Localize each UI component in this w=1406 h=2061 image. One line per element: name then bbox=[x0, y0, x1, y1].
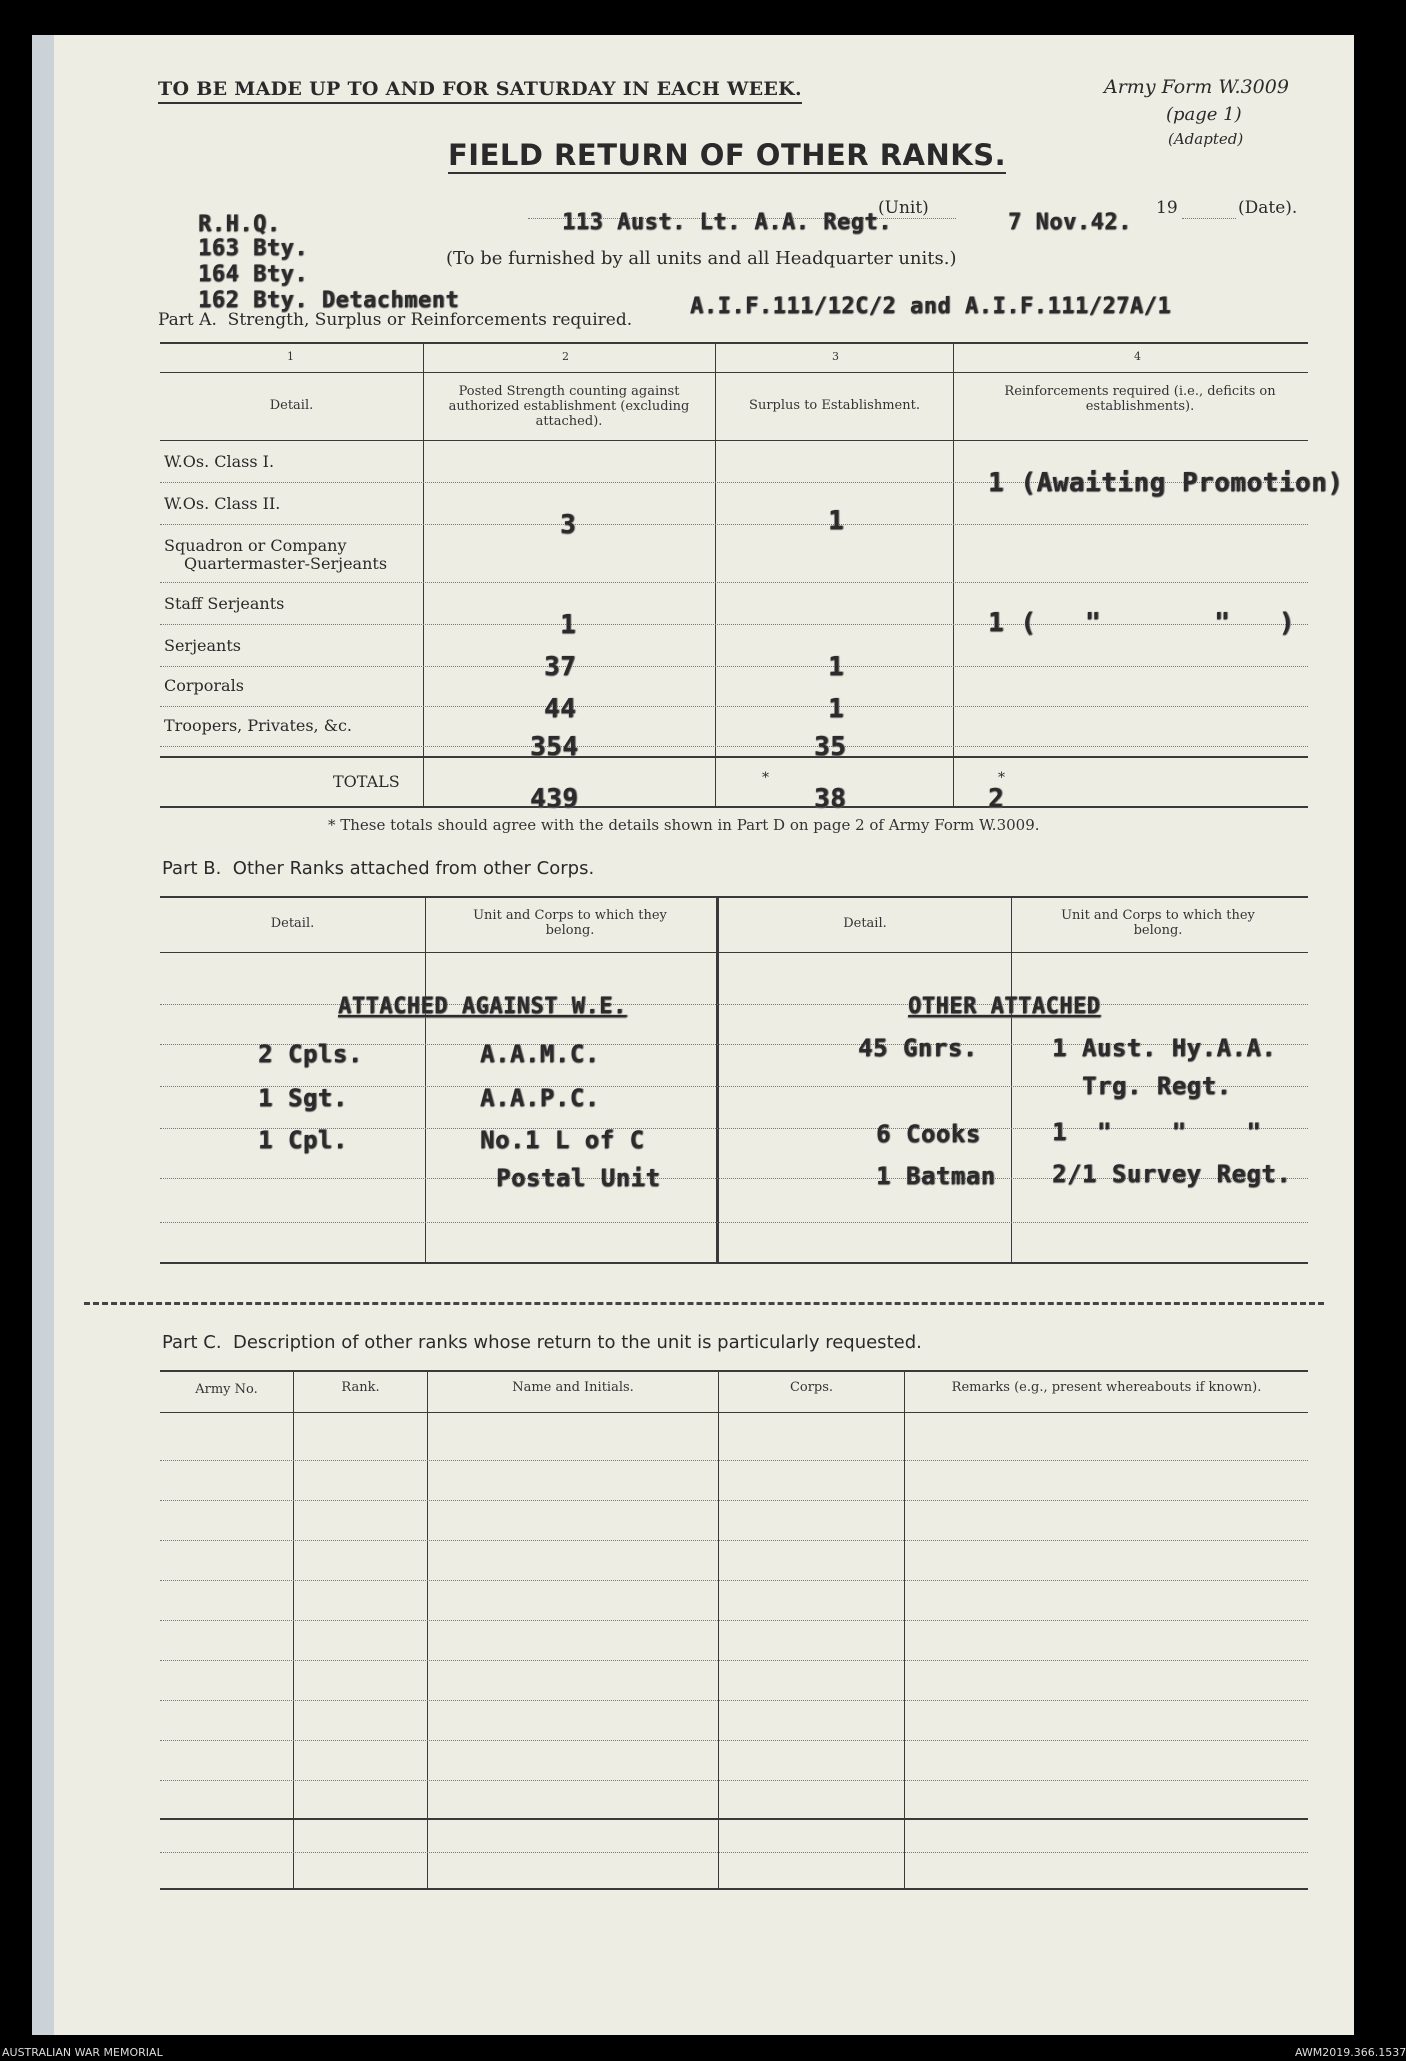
partA-row-line bbox=[160, 666, 1308, 667]
partC-header-remarks: Remarks (e.g., present whereabouts if known). bbox=[951, 1380, 1262, 1395]
row-label-sgts: Serjeants bbox=[164, 636, 241, 655]
partC-row-line bbox=[160, 1700, 1308, 1701]
posted-cpls: 37 bbox=[544, 652, 577, 682]
partA-bottom-rule bbox=[160, 806, 1308, 808]
date-typed: 7 Nov.42. bbox=[1008, 210, 1132, 235]
partC-header-rule bbox=[160, 1412, 1308, 1413]
partB-col-divider-1 bbox=[425, 896, 426, 1262]
partB-left-unit-1: A.A.M.C. bbox=[480, 1040, 600, 1068]
furnish-note: (To be furnished by all units and all Headquarter units.) bbox=[446, 248, 957, 269]
form-title: FIELD RETURN OF OTHER RANKS. bbox=[448, 138, 1007, 172]
partB-header-unit-right: Unit and Corps to which they belong. bbox=[1061, 908, 1255, 938]
partC-header-corps: Corps. bbox=[789, 1380, 834, 1395]
typed-unit-162: 162 Bty. Detachment bbox=[198, 288, 460, 313]
partB-col-divider-3 bbox=[1011, 896, 1012, 1262]
footer-credit: AUSTRALIAN WAR MEMORIAL bbox=[2, 2046, 163, 2059]
total-surplus: 38 bbox=[814, 784, 847, 814]
partC-label: Part C. bbox=[162, 1332, 222, 1353]
partB-right-unit-2: Trg. Regt. bbox=[1082, 1072, 1232, 1100]
partB-label: Part B. bbox=[162, 858, 222, 879]
partA-totals-rule bbox=[160, 756, 1308, 758]
perforation-line bbox=[84, 1302, 1324, 1305]
partB-right-detail-1: 45 Gnrs. bbox=[858, 1034, 978, 1062]
partC-header-army-no: Army No. bbox=[195, 1382, 258, 1397]
adapted-note: (Adapted) bbox=[1168, 130, 1244, 148]
partC-bottom-rule bbox=[160, 1888, 1308, 1890]
partB-right-heading: OTHER ATTACHED bbox=[908, 994, 1101, 1019]
row-label-staff-sgts: Staff Serjeants bbox=[164, 594, 285, 613]
surplus-cpls: 1 bbox=[828, 652, 845, 682]
posted-sgts: 1 bbox=[560, 610, 577, 640]
partB-left-unit-2: A.A.P.C. bbox=[480, 1084, 600, 1112]
total-reinf-asterisk: * bbox=[998, 770, 1005, 786]
partB-left-unit-4: Postal Unit bbox=[496, 1164, 661, 1192]
partC-row-line bbox=[160, 1660, 1308, 1661]
partB-right-unit-3: 1 " " " bbox=[1052, 1118, 1262, 1146]
partB-heading bbox=[162, 858, 594, 879]
col-num-4: 4 bbox=[1134, 350, 1141, 363]
partB-right-unit-4: 2/1 Survey Regt. bbox=[1052, 1160, 1292, 1188]
partB-right-unit-1: 1 Aust. Hy.A.A. bbox=[1052, 1034, 1277, 1062]
partA-title: Strength, Surplus or Reinforcements required. bbox=[227, 310, 633, 330]
partB-row-line bbox=[160, 1222, 1308, 1223]
unit-typed: 113 Aust. Lt. A.A. Regt. bbox=[562, 210, 892, 235]
row-label-wo2: W.Os. Class II. bbox=[164, 494, 281, 513]
partB-row-line bbox=[160, 1004, 1308, 1005]
partB-right-detail-4: 1 Batman bbox=[876, 1162, 996, 1190]
col-num-1: 1 bbox=[287, 350, 294, 363]
partA-header-rule bbox=[160, 440, 1308, 441]
partC-header-name: Name and Initials. bbox=[512, 1380, 634, 1395]
date-label: (Date). bbox=[1238, 198, 1298, 218]
partB-right-detail-3: 6 Cooks bbox=[876, 1120, 981, 1148]
unit-label: (Unit) bbox=[878, 198, 929, 218]
row-label-cqms-2: Quartermaster-Serjeants bbox=[184, 554, 388, 573]
partB-left-detail-3: 1 Cpl. bbox=[258, 1126, 348, 1154]
partB-top-rule bbox=[160, 896, 1308, 898]
reinf-sgts: 1 ( " " ) bbox=[988, 608, 1295, 638]
partB-left-detail-1: 2 Cpls. bbox=[258, 1040, 363, 1068]
partC-row-line bbox=[160, 1460, 1308, 1461]
partA-footnote: * These totals should agree with the details shown in Part D on page 2 of Army Form W.3009. bbox=[328, 816, 1040, 834]
partB-header-detail-right: Detail. bbox=[843, 916, 887, 931]
partB-header-detail-left: Detail. bbox=[270, 916, 315, 931]
page-reference: (page 1) bbox=[1166, 104, 1242, 125]
col-num-2: 2 bbox=[562, 350, 569, 363]
posted-cqms: 3 bbox=[560, 510, 577, 540]
partC-col-divider-2 bbox=[427, 1370, 428, 1888]
partA-col-divider-1 bbox=[423, 342, 424, 806]
posted-privates: 44 bbox=[544, 694, 577, 724]
reference-typed: A.I.F.111/12C/2 and A.I.F.111/27A/1 bbox=[690, 294, 1172, 319]
total-posted: 439 bbox=[530, 784, 579, 814]
partA-label: Part A. bbox=[158, 310, 217, 330]
partB-bottom-rule bbox=[160, 1262, 1308, 1264]
footer-accession: AWM2019.366.1537 bbox=[1295, 2046, 1406, 2059]
partA-col-divider-3 bbox=[953, 342, 954, 806]
total-surplus-asterisk: * bbox=[762, 770, 769, 786]
partA-row-line bbox=[160, 706, 1308, 707]
partA-header-detail: Detail. bbox=[269, 398, 314, 413]
partC-col-divider-1 bbox=[293, 1370, 294, 1888]
surplus-cqms: 1 bbox=[828, 506, 845, 536]
posted-extra: 354 bbox=[530, 732, 579, 762]
partC-col-divider-4 bbox=[904, 1370, 905, 1888]
partA-heading bbox=[158, 310, 632, 330]
row-label-cqms: Squadron or Company bbox=[164, 536, 347, 555]
year-label: 19 bbox=[1156, 198, 1178, 218]
row-label-wo1: W.Os. Class I. bbox=[164, 452, 275, 471]
typed-unit-164: 164 Bty. bbox=[198, 262, 308, 287]
partB-title: Other Ranks attached from other Corps. bbox=[232, 858, 595, 879]
partA-row-line bbox=[160, 524, 1308, 525]
partC-sum-rule bbox=[160, 1818, 1308, 1820]
partC-row-line bbox=[160, 1620, 1308, 1621]
partB-left-unit-3: No.1 L of C bbox=[480, 1126, 645, 1154]
row-label-privates: Troopers, Privates, &c. bbox=[164, 716, 353, 735]
partC-row-line bbox=[160, 1540, 1308, 1541]
partC-row-line bbox=[160, 1580, 1308, 1581]
reinf-wo2: 1 (Awaiting Promotion) bbox=[988, 468, 1344, 498]
partB-left-detail-2: 1 Sgt. bbox=[258, 1084, 348, 1112]
partA-row-line bbox=[160, 582, 1308, 583]
partA-header-reinf: Reinforcements required (i.e., deficits on establishments). bbox=[1004, 384, 1276, 414]
date-field-line bbox=[1182, 218, 1236, 219]
partB-left-heading: ATTACHED AGAINST W.E. bbox=[338, 994, 627, 1019]
partA-header-posted: Posted Strength counting against authorized establishment (excluding attached). bbox=[448, 384, 690, 429]
form-reference: Army Form W.3009 bbox=[1104, 76, 1289, 98]
totals-label: TOTALS bbox=[333, 772, 400, 791]
partC-row-line bbox=[160, 1500, 1308, 1501]
row-label-cpls: Corporals bbox=[164, 676, 244, 695]
partA-header-surplus: Surplus to Establishment. bbox=[749, 398, 920, 413]
partA-top-rule bbox=[160, 342, 1308, 344]
surplus-privates: 1 bbox=[828, 694, 845, 724]
partA-num-rule bbox=[160, 372, 1308, 373]
partB-header-rule bbox=[160, 952, 1308, 953]
paper-edge bbox=[32, 35, 54, 2035]
partC-row-line bbox=[160, 1852, 1308, 1853]
instruction-line: TO BE MADE UP TO AND FOR SATURDAY IN EACH WEEK. bbox=[158, 78, 802, 104]
partC-row-line bbox=[160, 1740, 1308, 1741]
typed-unit-rhq: R.H.Q. bbox=[198, 212, 281, 237]
partC-title: Description of other ranks whose return to the unit is particularly requested. bbox=[233, 1332, 922, 1353]
partA-row-line bbox=[160, 746, 1308, 747]
partC-top-rule bbox=[160, 1370, 1308, 1372]
surplus-extra: 35 bbox=[814, 732, 847, 762]
total-reinf: 2 bbox=[988, 784, 1005, 814]
partC-col-divider-3 bbox=[718, 1370, 719, 1888]
partC-header-rank: Rank. bbox=[341, 1380, 380, 1395]
partC-row-line bbox=[160, 1780, 1308, 1781]
partB-center-divider bbox=[716, 896, 719, 1262]
partB-header-unit-left: Unit and Corps to which they belong. bbox=[473, 908, 667, 938]
typed-unit-163: 163 Bty. bbox=[198, 236, 308, 261]
col-num-3: 3 bbox=[832, 350, 839, 363]
partC-heading bbox=[162, 1332, 922, 1353]
